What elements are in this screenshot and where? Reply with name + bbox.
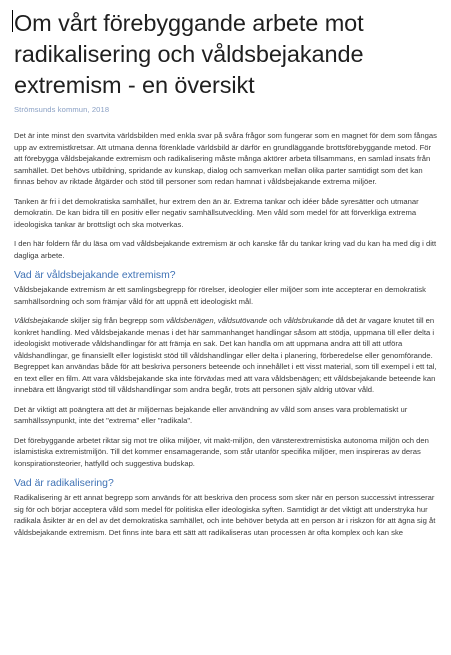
intro-paragraph-3: I den här foldern får du läsa om vad våldsbejakande extremism är och kanske får du tankar kring vad du kan ha med dig i ditt dagliga arbete. [14, 239, 437, 260]
text-cursor [12, 10, 13, 32]
document-title: Om vårt förebyggande arbete mot radikalisering och våldsbejakande extremism - en översikt [14, 10, 364, 98]
section1-paragraph-1: Våldsbejakande extremism är ett samlingsbegrepp för rörelser, ideologier eller miljöer som inte accepterar en demokratisk samhällsordning och som främjar våld för att uppnå ett ideologiskt mål. [14, 285, 426, 306]
section1-paragraph-2: Våldsbejakande skiljer sig från begrepp som våldsbenägen, våldsutövande och våldsbrukande då det är vagare knutet till en konkret handling. Med våldsbejakande menas i det här sammanhanget handlingar såsom att stödja, uppmana till eller delta i ideologiskt motiverade våldshandlingar för att främja en sak. Det kan handla om att uppmana andra att till att utföra våldshandlingar, ge finansiellt eller logistiskt stöd till våldshandlingar eller delta i planering, förberedelse eller genomförande. Begreppet kan användas både för att beskriva personers beteende och innehållet i ett visst material, som till exempel i ett tal, en text eller en film. Att vara våldsbejakande ska inte förväxlas med att vara våldsbenägen; ett våldsbejakande beteende kan innebära ett långvarigt stöd till våldshandlingar som andra begår, trots att personen själv aldrig utövar våld. [14, 316, 437, 394]
section-heading-radicalisation: Vad är radikalisering? [14, 478, 114, 489]
intro-paragraph-2: Tanken är fri i det demokratiska samhället, hur extrem den än är. Extrema tankar och idéer både syresätter och utmanar demokratin. De kan bidra till en positiv eller negativ samhällsutveckling. Men våld som medel för att förverkliga extrema ideologiska tankar är brottsligt och ska motverkas. [14, 196, 419, 229]
section1-paragraph-3: Det är viktigt att poängtera att det är miljöernas bejakande eller användning av våld som anses vara problematiskt ur samhällssynpunkt, inte det "extrema" eller "radikala". [14, 404, 408, 425]
section-heading-extremism: Vad är våldsbejakande extremism? [14, 270, 176, 281]
intro-paragraph-1: Det är inte minst den svartvita världsbilden med enkla svar på svåra frågor som fungerar som en magnet för dem som fångas upp av extremistkretsar. Att utmana denna förenklade världsbild är därför en grundläggande brottsförebyggande metod. För att förebygga våldsbejakande extremism och radikalisering måste många aktörer arbeta tillsammans, en samlad insats från samhället. Det behövs utbildning, spridande av kunskap, dialog och samverkan mellan olika parter samtidigt som det kan finnas behov av riktade åtgärder och stöd till personer som redan hamnat i våldsbejakande extrema miljöer. [14, 131, 437, 186]
term-vaaldsbejakande: Våldsbejakande [14, 316, 69, 325]
source-line: Strömsunds kommun, 2018 [14, 105, 110, 114]
section1-paragraph-4: Det förebyggande arbetet riktar sig mot tre olika miljöer, vit makt-miljön, den vänsterextremistiska autonoma miljön och den islamistiska extremistmiljön. Till det kommer ensamagerande, som står utanför specifika miljöer, men inspireras av deras konspirationsteorier, hatfylld och suggestiva budskap. [14, 435, 429, 468]
section2-paragraph-1: Radikalisering är ett annat begrepp som används för att beskriva den process som sker när en person successivt intresserar sig för och börjar acceptera våld som medel för politiska eller ideologiska syften. Samtidigt är det viktigt att understryka hur radikala åsikter är en del av det demokratiska samhället, och inte behöver betyda att en person är i riskzon för att ägna sig åt våldsbejakande extremism. Det finns inte bara ett sätt att radikaliseras utan processen är ofta komplex och kan ske [14, 493, 436, 537]
